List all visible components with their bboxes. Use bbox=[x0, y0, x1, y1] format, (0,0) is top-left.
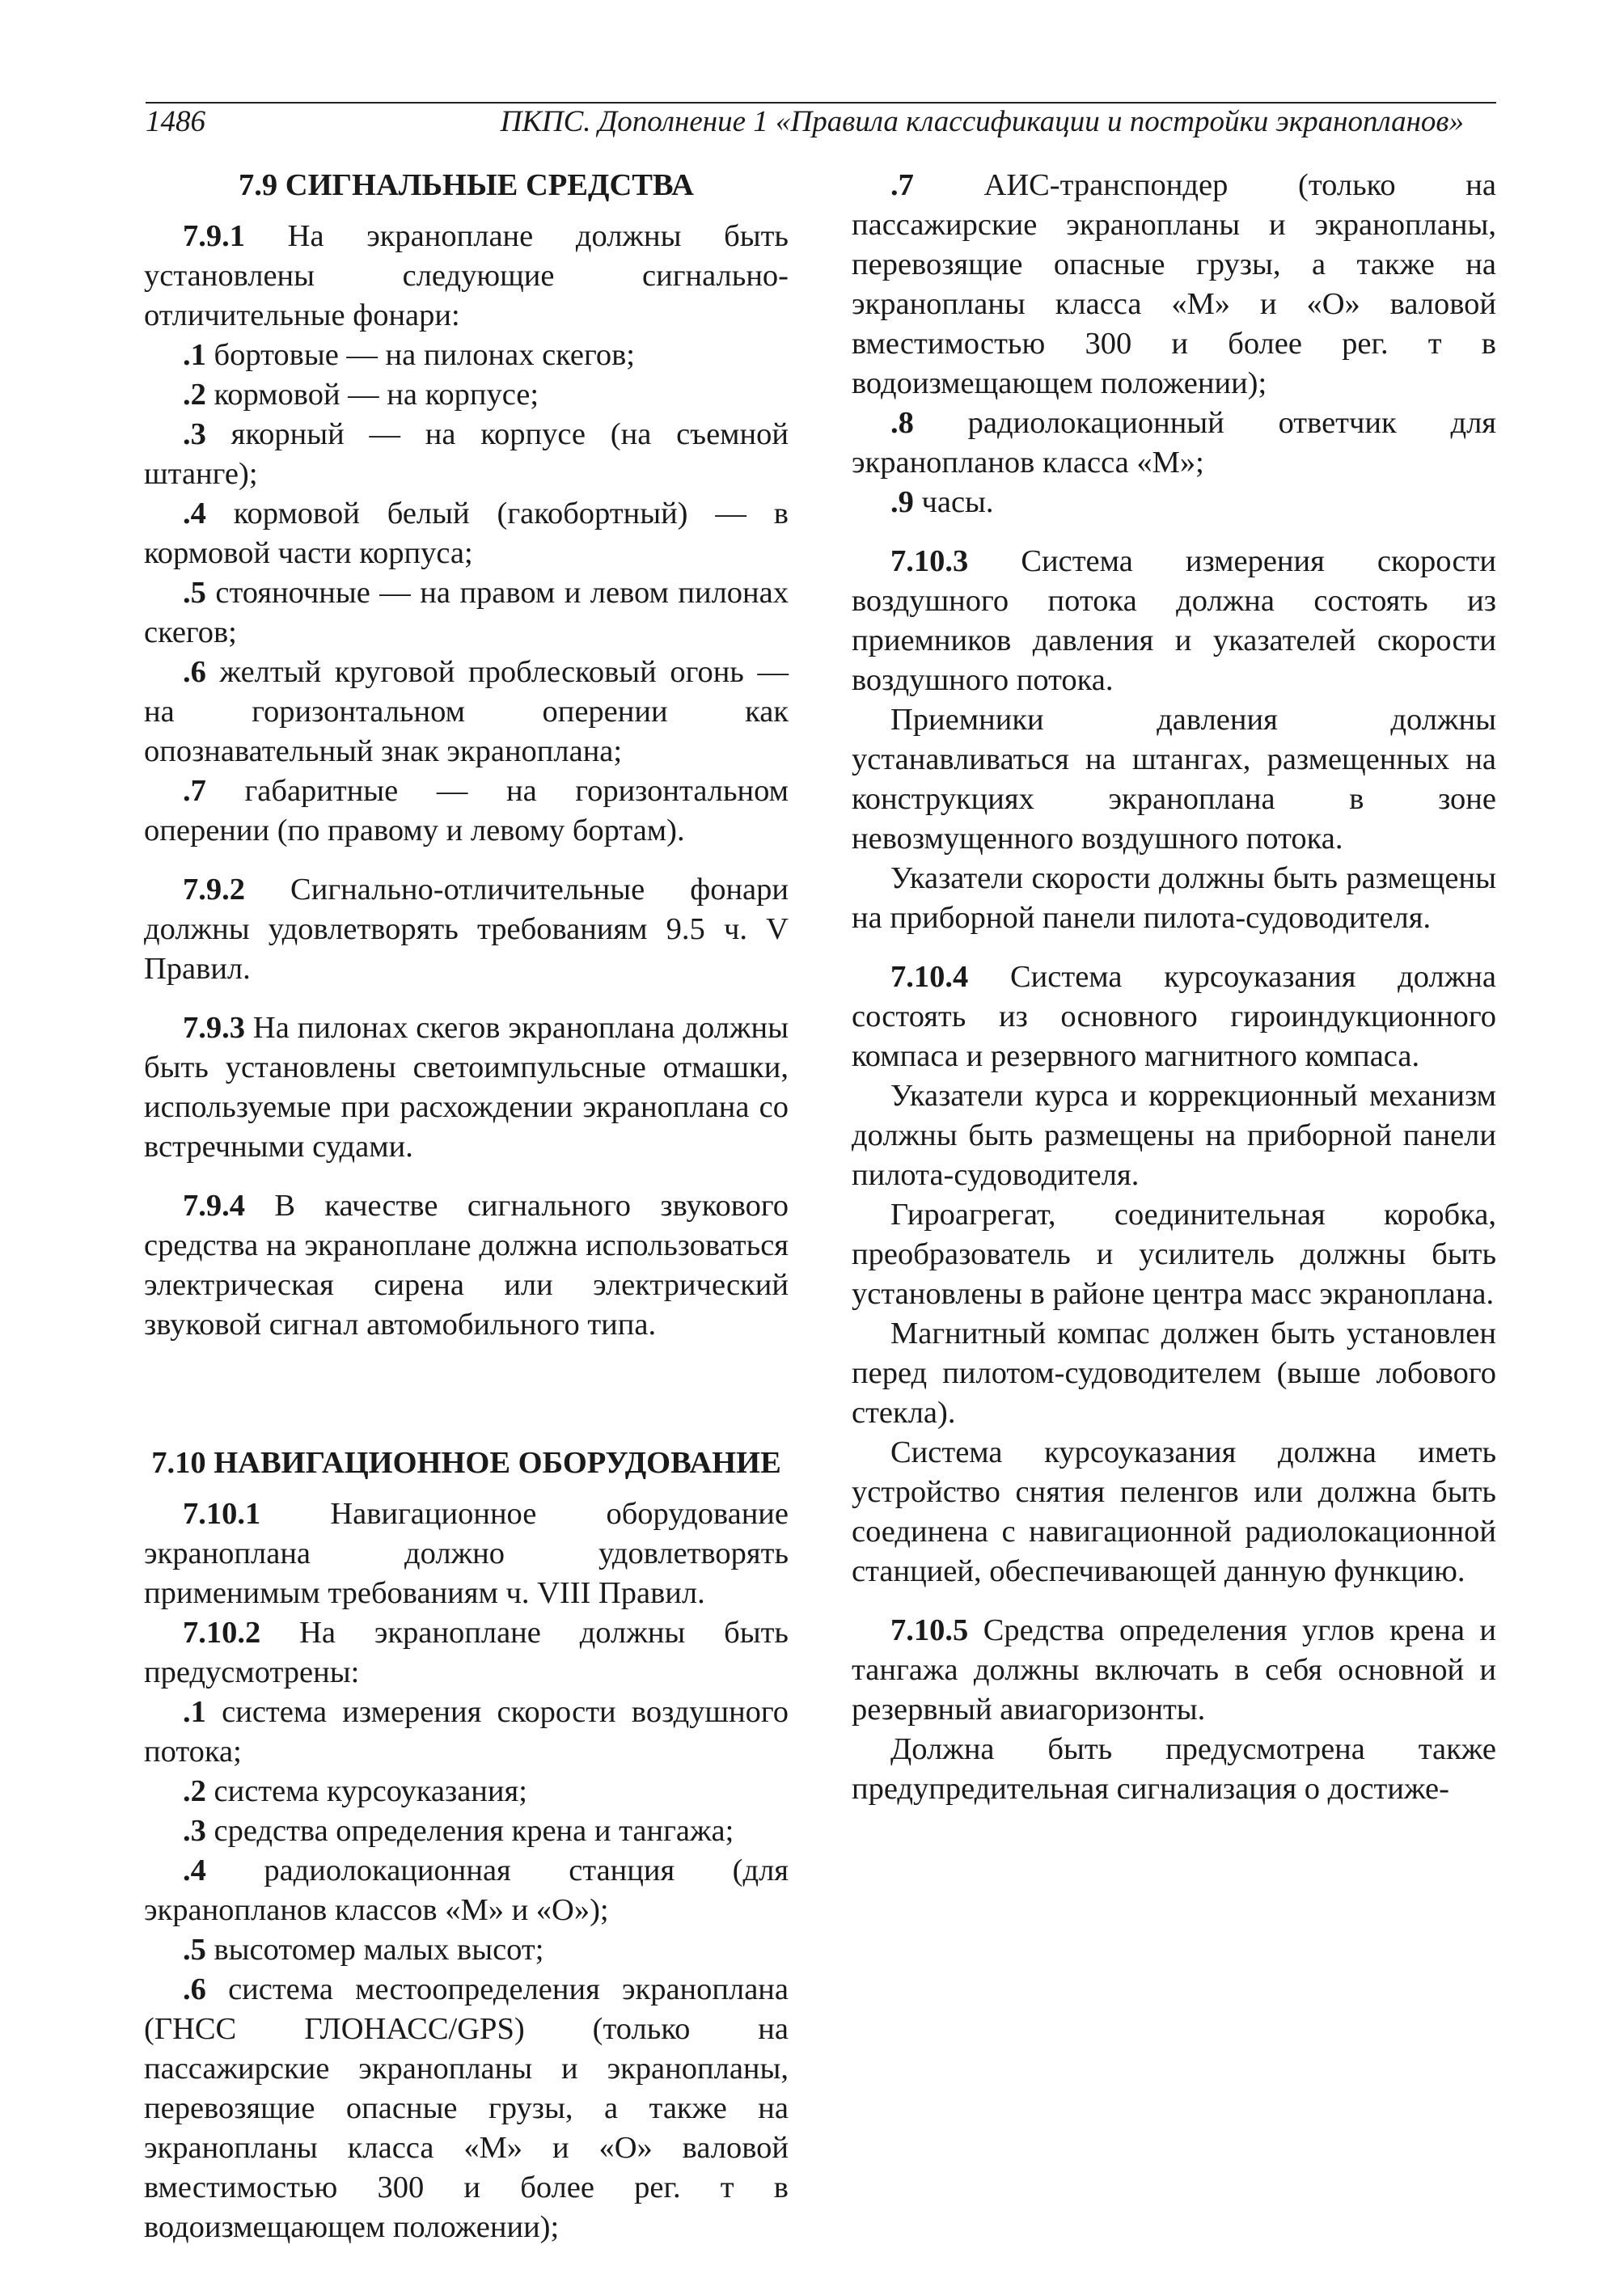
item-text: якорный — на корпусе (на съемной штанге); bbox=[144, 417, 789, 491]
section-title-7-9: 7.9 СИГНАЛЬНЫЕ СРЕДСТВА bbox=[239, 168, 694, 202]
clause-number: 7.9.4 bbox=[183, 1189, 245, 1223]
list-item bbox=[144, 1693, 789, 1772]
item-text: стояночные — на правом и левом пилонах скегов; bbox=[144, 576, 789, 649]
clause-text: В качестве сигнального звукового средства на экраноплане должна использоваться электрическая сирена или электрический звуковой сигнал автомобильного типа. bbox=[144, 1189, 789, 1342]
list-item bbox=[144, 494, 789, 573]
item-text: радиолокационная станция (для экранопланов классов «М» и «О»); bbox=[144, 1854, 789, 1927]
paragraph-text: Указатели курса и коррекционный механизм должны быть размещены на приборной панели пилота-судоводителя. bbox=[852, 1079, 1496, 1192]
item-text: бортовые — на пилонах скегов; bbox=[205, 338, 635, 372]
paragraph-text: Система курсоуказания должна иметь устройство снятия пеленгов или должна быть соединена с навигационной радиолокационной станцией, обеспечивающей данную функцию. bbox=[852, 1435, 1496, 1588]
list-item bbox=[144, 1772, 789, 1811]
item-number: .8 bbox=[890, 406, 914, 440]
item-number: .4 bbox=[183, 497, 206, 530]
page-number: 1486 bbox=[146, 105, 205, 138]
paragraph-7-10-2 bbox=[144, 1613, 789, 1693]
item-text: габаритные — на горизонтальном оперении (по правому и левому бортам). bbox=[144, 774, 789, 848]
list-item bbox=[144, 415, 789, 494]
paragraph-text: Гироагрегат, соединительная коробка, преобразователь и усилитель должны быть установлены в районе центра масс экраноплана. bbox=[852, 1198, 1496, 1311]
item-number: .7 bbox=[890, 168, 914, 202]
item-number: .3 bbox=[183, 1814, 206, 1848]
clause-text: На экраноплане должны быть предусмотрены: bbox=[144, 1616, 789, 1689]
item-number: .7 bbox=[183, 774, 206, 808]
item-number: .5 bbox=[183, 576, 206, 610]
clause-number: 7.9.3 bbox=[183, 1011, 245, 1045]
list-item bbox=[144, 336, 789, 375]
page-header bbox=[146, 102, 1496, 138]
item-text: система местоопределения экраноплана (ГНСС ГЛОНАСС/GPS) (только на пассажирские экранопланы и экранопланы, перевозящие опасные грузы, а также на экранопланы класса «М» и «О» валовой вместимостью 300 и более рег. т в водоизмещающем положении); bbox=[144, 1972, 789, 2244]
list-item bbox=[144, 653, 789, 771]
item-text: часы. bbox=[913, 485, 994, 519]
clause-text: Система измерения скорости воздушного потока должна состоять из приемников давления и указателей скорости воздушного потока. bbox=[852, 544, 1496, 697]
item-number: .5 bbox=[183, 1933, 206, 1967]
list-item bbox=[852, 404, 1496, 483]
paragraph-text: Магнитный компас должен быть установлен перед пилотом-судоводителем (выше лобового стекла). bbox=[852, 1317, 1496, 1430]
item-number: .4 bbox=[183, 1854, 206, 1887]
list-item bbox=[144, 1851, 789, 1930]
item-text: АИС-транспондер (только на пассажирские экранопланы и экранопланы, перевозящие опасные грузы, а также на экранопланы класса «М» и «О» валовой вместимостью 300 и более рег. т в водоизмещающем положении); bbox=[852, 168, 1496, 400]
clause-number: 7.9.2 bbox=[183, 873, 245, 907]
item-text: система курсоуказания; bbox=[205, 1774, 527, 1808]
paragraph-7-10-4 bbox=[852, 957, 1496, 1076]
paragraph-7-10-1 bbox=[144, 1494, 789, 1613]
list-item bbox=[144, 771, 789, 851]
clause-text: Сигнально-отличительные фонари должны удовлетворять требованиям 9.5 ч. V Правил. bbox=[144, 873, 789, 986]
item-text: средства определения крена и тангажа; bbox=[205, 1814, 734, 1848]
running-title: ПКПС. Дополнение 1 «Правила классификации и постройки экранопланов» bbox=[500, 105, 1464, 138]
paragraph-7-9-3 bbox=[144, 1008, 789, 1167]
paragraph-7-9-4 bbox=[144, 1186, 789, 1345]
clause-text: Навигационное оборудование экраноплана должно удовлетворять применимым требованиям ч. VIII Правил. bbox=[144, 1497, 789, 1610]
clause-text: Средства определения углов крена и тангажа должны включать в себя основной и резервный авиагоризонты. bbox=[852, 1613, 1496, 1727]
item-number: .2 bbox=[183, 1774, 206, 1808]
paragraph-7-9-2 bbox=[144, 870, 789, 989]
clause-text: На пилонах скегов экраноплана должны быть установлены светоимпульсные отмашки, используемые при расхождении экраноплана со встречными судами. bbox=[144, 1011, 789, 1164]
item-number: .9 bbox=[890, 485, 914, 519]
item-text: кормовой белый (гакобортный) — в кормовой части корпуса; bbox=[144, 497, 789, 570]
item-text: система измерения скорости воздушного потока; bbox=[144, 1695, 789, 1769]
right-column bbox=[852, 166, 1496, 1809]
left-column bbox=[144, 166, 789, 2247]
item-text: высотомер малых высот; bbox=[205, 1933, 544, 1967]
item-number: .3 bbox=[183, 417, 206, 451]
list-item bbox=[144, 375, 789, 415]
clause-number: 7.10.4 bbox=[890, 960, 969, 994]
paragraph-7-10-5 bbox=[852, 1611, 1496, 1730]
section-title-7-10: 7.10 НАВИГАЦИОННОЕ ОБОРУДОВАНИЕ bbox=[151, 1446, 781, 1480]
item-text: желтый круговой проблесковый огонь — на горизонтальном оперении как опознавательный знак экраноплана; bbox=[144, 655, 789, 768]
clause-number: 7.10.3 bbox=[890, 544, 969, 578]
list-item bbox=[852, 483, 1496, 522]
list-item bbox=[852, 166, 1496, 404]
item-number: .6 bbox=[183, 655, 206, 689]
clause-number: 7.10.2 bbox=[183, 1616, 261, 1650]
clause-number: 7.10.5 bbox=[890, 1613, 969, 1647]
item-number: .2 bbox=[183, 378, 206, 412]
clause-number: 7.10.1 bbox=[183, 1497, 261, 1531]
item-number: .1 bbox=[183, 1695, 206, 1729]
clause-number: 7.9.1 bbox=[183, 219, 245, 253]
item-number: .6 bbox=[183, 1972, 206, 2006]
paragraph-text: Указатели скорости должны быть размещены на приборной панели пилота-судоводителя. bbox=[852, 861, 1496, 935]
paragraph-text: Приемники давления должны устанавливаться на штангах, размещенных на конструкциях экраноплана в зоне невозмущенного воздушного потока. bbox=[852, 703, 1496, 856]
list-item bbox=[144, 573, 789, 653]
paragraph-7-9-1 bbox=[144, 217, 789, 336]
clause-text: На экраноплане должны быть установлены следующие сигнально-отличительные фонари: bbox=[144, 219, 789, 332]
paragraph-text: Должна быть предусмотрена также предупредительная сигнализация о достиже- bbox=[852, 1732, 1496, 1806]
list-item bbox=[144, 1930, 789, 1970]
list-item bbox=[144, 1811, 789, 1851]
item-number: .1 bbox=[183, 338, 206, 372]
item-text: радиолокационный ответчик для экранопланов класса «М»; bbox=[852, 406, 1496, 480]
paragraph-7-10-3 bbox=[852, 542, 1496, 700]
item-text: кормовой — на корпусе; bbox=[205, 378, 539, 412]
list-item bbox=[144, 1970, 789, 2247]
clause-text: Система курсоуказания должна состоять из основного гироиндукционного компаса и резервного магнитного компаса. bbox=[852, 960, 1496, 1073]
